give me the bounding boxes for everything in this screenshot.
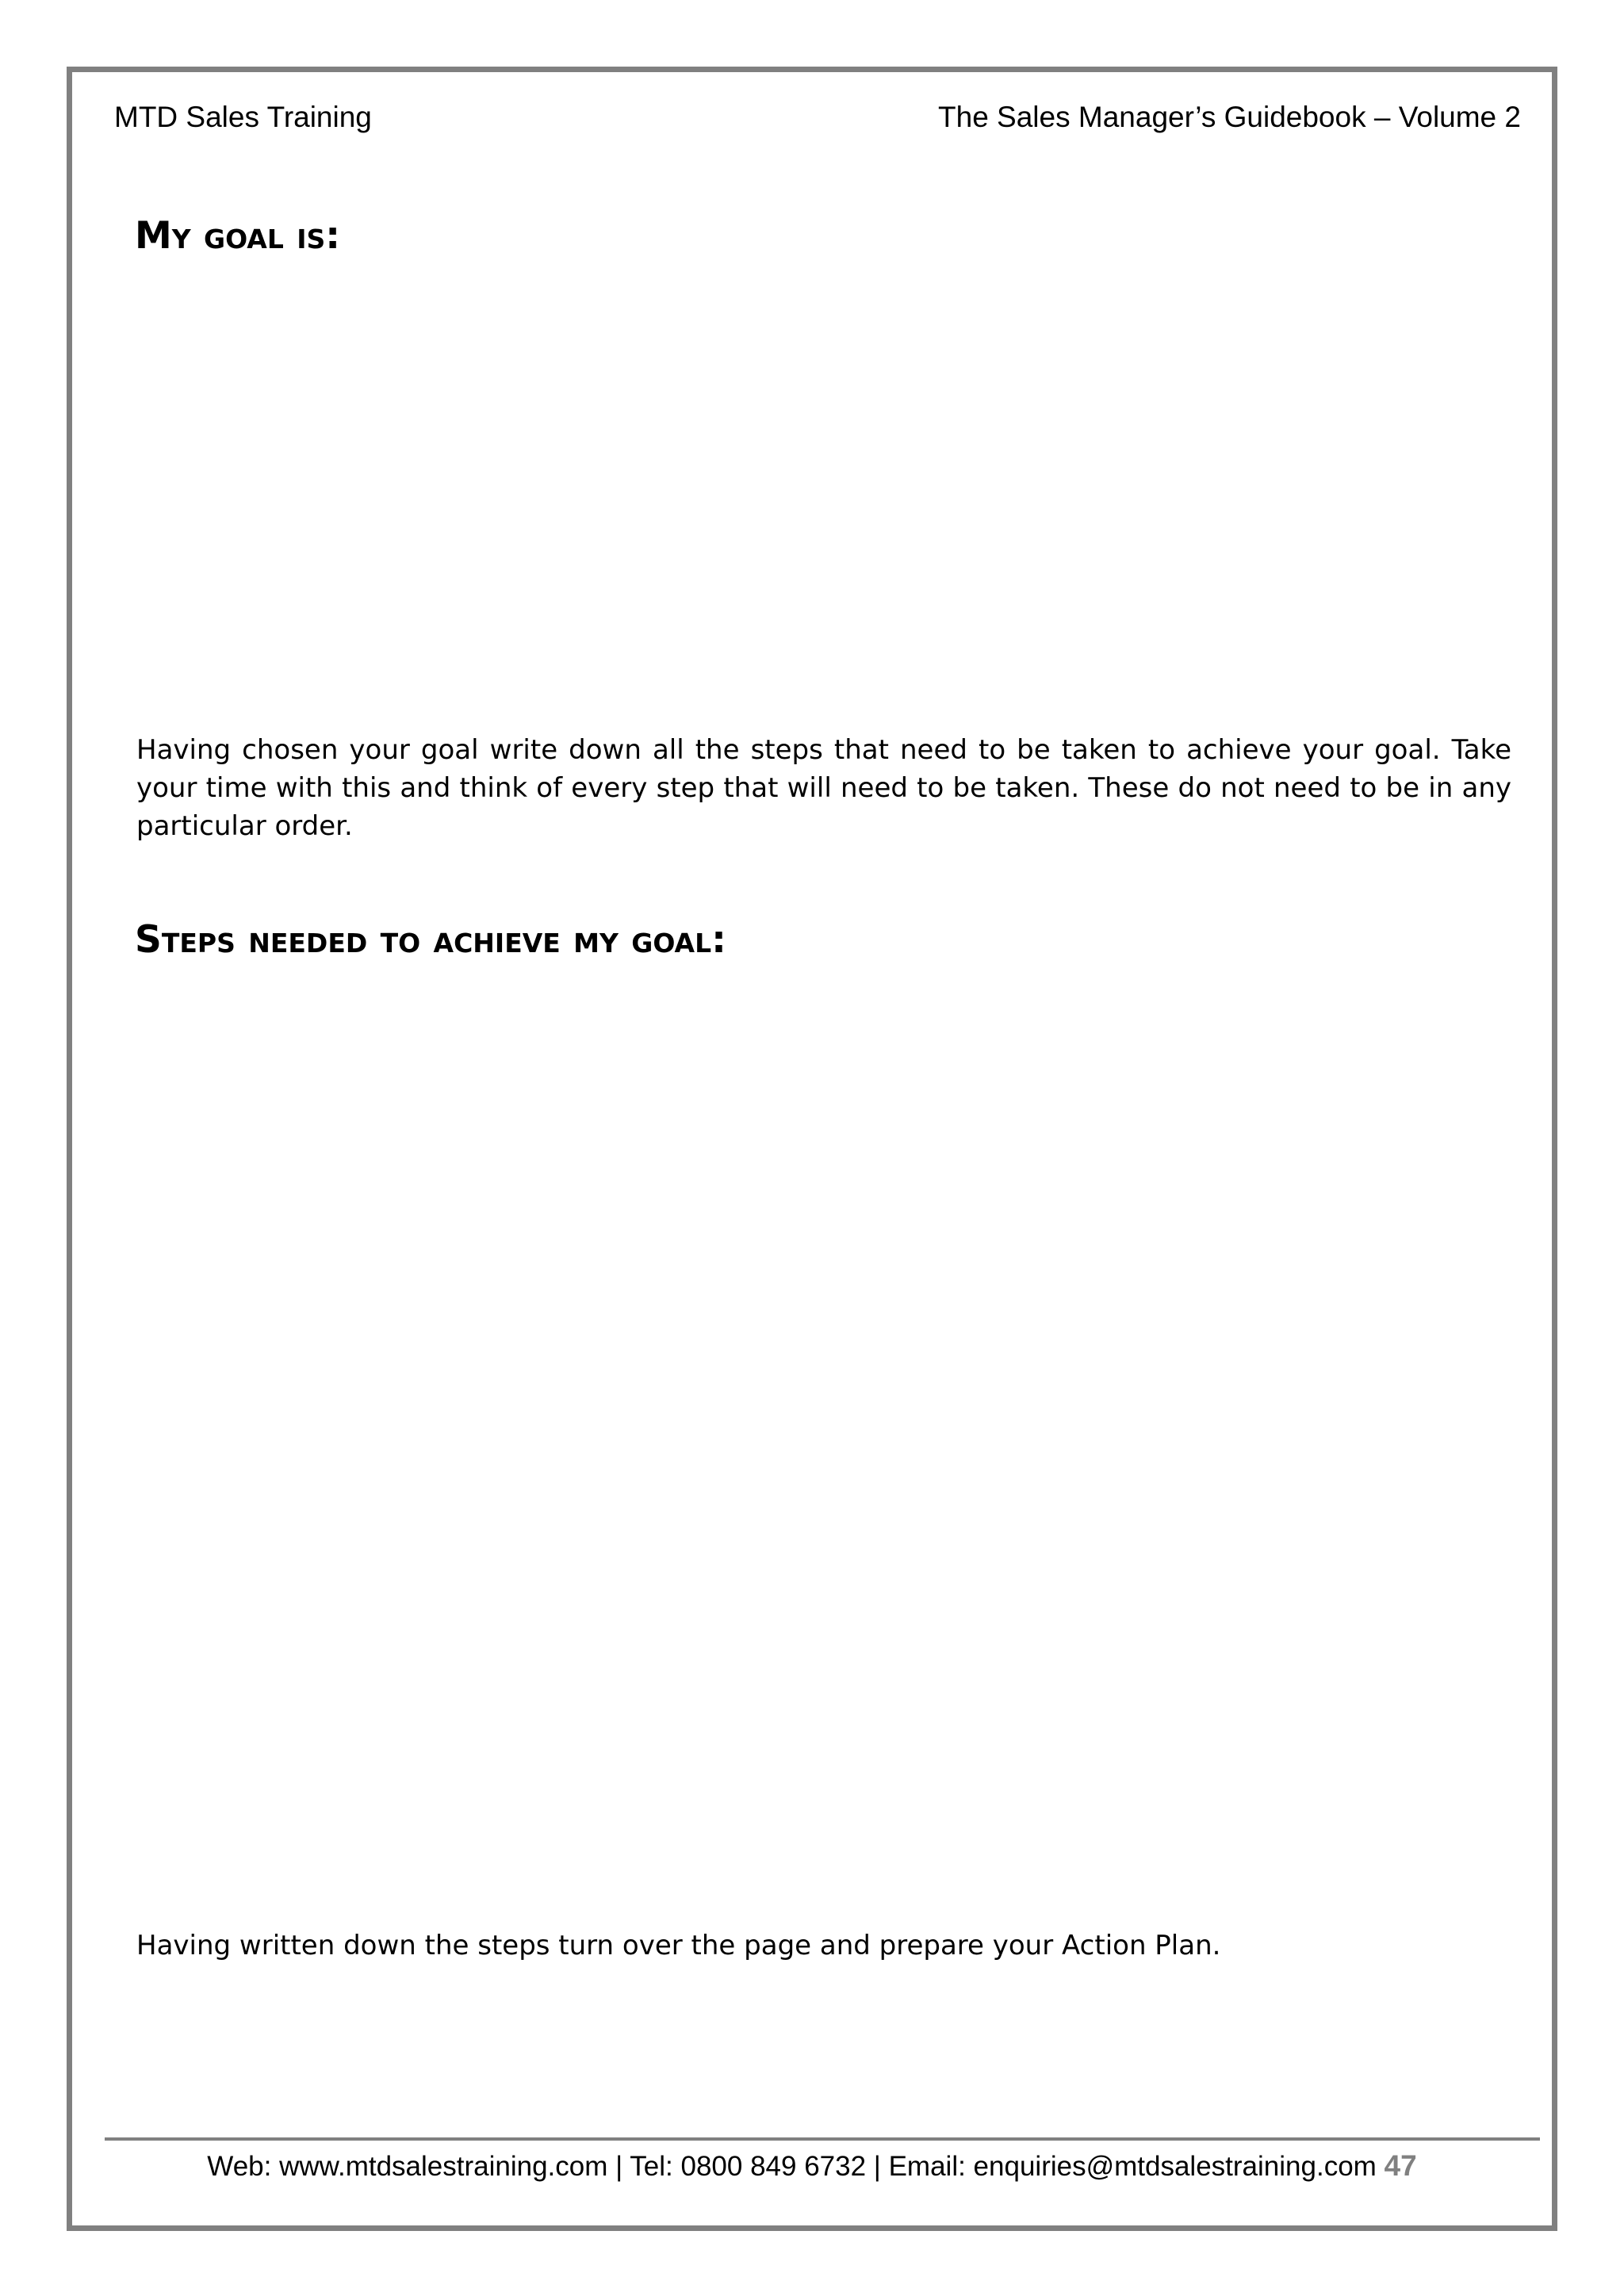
closing-paragraph: Having written down the steps turn over the page and prepare your Action Plan. (136, 1930, 1221, 1961)
header-company: MTD Sales Training (114, 101, 372, 133)
header-book-title: The Sales Manager’s Guidebook – Volume 2 (938, 101, 1521, 133)
footer (0, 2147, 1624, 2186)
steps-heading: Steps needed to achieve my goal: (135, 918, 726, 962)
page-border (67, 67, 1557, 2231)
instructions-paragraph: Having chosen your goal write down all the steps that need to be taken to achieve your goal. Take your time with this and think of every step that will need to be taken. These do not need to be in any particular order. (136, 734, 1511, 842)
page-number: 47 (1384, 2149, 1417, 2182)
footer-divider (105, 2137, 1540, 2141)
goal-heading: My goal is: (135, 214, 341, 258)
footer-contact: Web: www.mtdsalestraining.com | Tel: 0800 849 6732 | Email: enquiries@mtdsalestraining.com (207, 2151, 1377, 2182)
